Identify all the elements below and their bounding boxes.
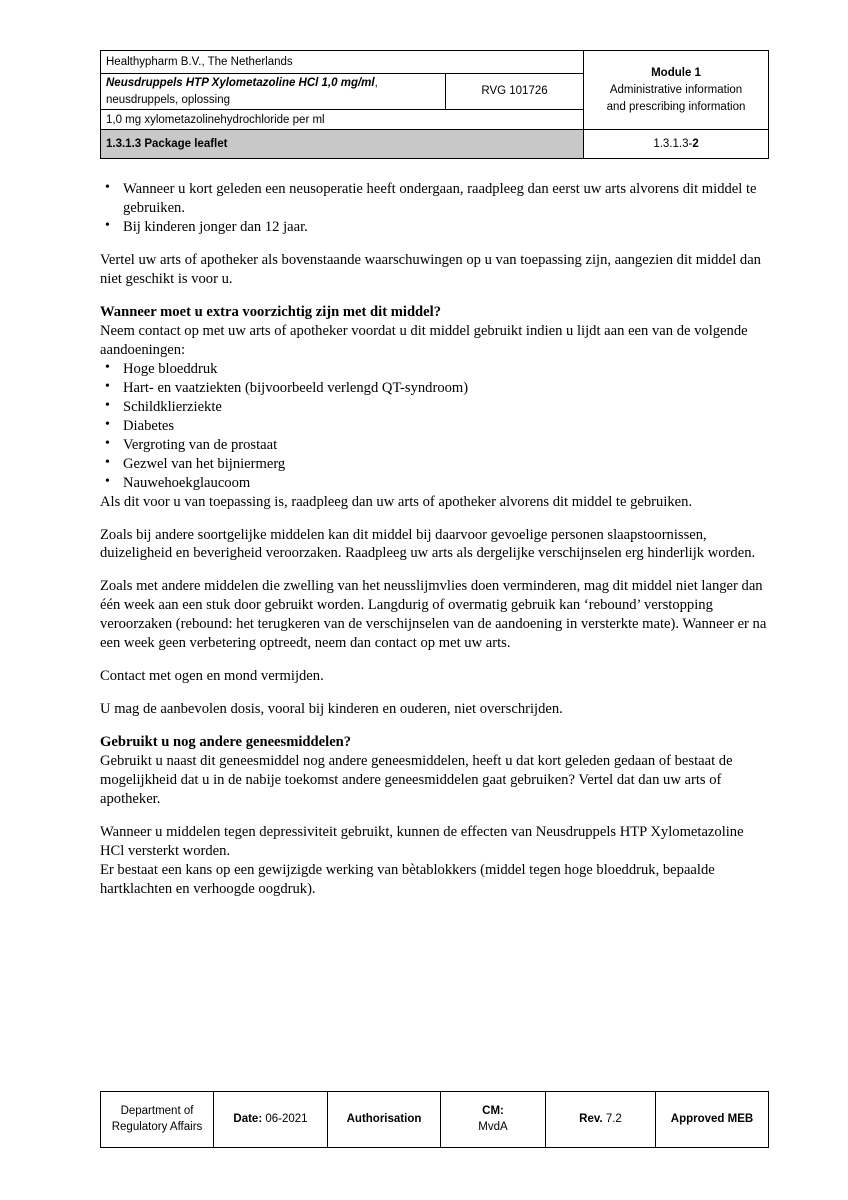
footer-authorisation: Authorisation — [328, 1092, 441, 1148]
footer-date-label: Date: — [233, 1112, 263, 1125]
header-product-bold: Neusdruppels HTP Xylometazoline HCl 1,0 mg/ml — [106, 77, 375, 89]
paragraph-als-dit: Als dit voor u van toepassing is, raadpleeg dan uw arts of apotheker alvorens dit middel te gebruiken. — [100, 493, 693, 510]
list-item: • Wanneer u kort geleden een neusoperatie heeft ondergaan, raadpleeg dan eerst uw arts alvorens dit middel te gebruiken. — [100, 180, 768, 218]
paragraph-zoals-bij: Zoals bij andere soortgelijke middelen kan dit middel bij daarvoor gevoelige personen slaapstoornissen, duizeligheid en beverigheid veroorzaken. Raadpleeg uw arts als dergelijke verschijnselen erg hinderlijk worden. — [100, 526, 756, 562]
footer-department-line1: Department of — [120, 1104, 194, 1117]
list-item: • Vergroting van de prostaat — [100, 436, 768, 455]
footer-row — [101, 1092, 769, 1148]
header-row-company — [101, 51, 769, 74]
list-item: • Bij kinderen jonger dan 12 jaar. — [100, 218, 768, 237]
page-number-prefix: 1.3.1.3- — [653, 138, 693, 150]
paragraph-zoals-met: Zoals met andere middelen die zwelling van het neusslijmvlies doen verminderen, mag dit middel niet langer dan één week aan een stuk door gebruikt worden. Langdurig of overmatig gebruik kan ‘rebound’ verstopping veroorzaken (rebound: het terugkeren van de verschijnselen van de aandoening in versterkte mate). Wanneer er na een week geen verbetering optreedt, neem dan contact op met uw arts. — [100, 578, 767, 652]
warnings-bullet-list — [100, 180, 768, 237]
footer-cm — [441, 1092, 546, 1148]
footer-revision — [546, 1092, 656, 1148]
list-item: • Gezwel van het bijniermerg — [100, 455, 768, 474]
document-footer-table — [100, 1091, 769, 1148]
list-item: • Diabetes — [100, 417, 768, 436]
footer-approved: Approved MEB — [656, 1092, 769, 1148]
paragraph-depressiviteit: Wanneer u middelen tegen depressiviteit gebruikt, kunnen de effecten van Neusdruppels HTP Xylometazoline HCl versterkt worden. — [100, 824, 744, 860]
header-section-title: 1.3.1.3 Package leaflet — [101, 130, 584, 159]
list-item: • Hoge bloeddruk — [100, 360, 768, 379]
header-strength: 1,0 mg xylometazolinehydrochloride per ml — [101, 110, 584, 130]
header-product-comma: , — [374, 77, 378, 89]
header-product-form: neusdruppels, oplossing — [106, 93, 231, 106]
header-module-line2: and prescribing information — [606, 101, 746, 113]
paragraph-betablokkers: Er bestaat een kans op een gewijzigde werking van bètablokkers (middel tegen hoge bloeddruk, bepaalde hartklachten en verhoogde oogdruk). — [100, 862, 715, 898]
footer-rev-value: 7.2 — [605, 1112, 622, 1125]
list-item: • Nauwehoekglaucoom — [100, 474, 768, 493]
footer-rev-label: Rev. — [579, 1112, 603, 1125]
paragraph-contact-ogen: Contact met ogen en mond vermijden. — [100, 668, 324, 685]
paragraph-vertel: Vertel uw arts of apotheker als bovenstaande waarschuwingen op u van toepassing zijn, aangezien dit middel dan niet geschikt is voor u. — [100, 251, 761, 287]
conditions-bullet-list — [100, 360, 768, 493]
header-module-title: Module 1 — [651, 66, 701, 79]
leaflet-body — [100, 180, 768, 899]
header-page-number — [584, 130, 769, 159]
header-row-section — [101, 130, 769, 159]
footer-date-value: 06-2021 — [265, 1112, 308, 1125]
paragraph-gebruikt: Gebruikt u naast dit geneesmiddel nog andere geneesmiddelen, heeft u dat kort geleden gedaan of bestaat de mogelijkheid dat u in de nabije toekomst andere geneesmiddelen gaat gebruiken? Vertel dat dan uw arts of apotheker. — [100, 753, 733, 808]
list-item: • Hart- en vaatziekten (bijvoorbeeld verlengd QT-syndroom) — [100, 379, 768, 398]
paragraph-u-mag: U mag de aanbevolen dosis, vooral bij kinderen en ouderen, niet overschrijden. — [100, 701, 563, 718]
header-rvg-number: RVG 101726 — [446, 74, 584, 110]
footer-date — [214, 1092, 328, 1148]
footer-department-line2: Regulatory Affairs — [111, 1120, 203, 1133]
header-product-name — [101, 74, 446, 110]
footer-cm-label: CM: — [482, 1104, 504, 1117]
list-item: • Schildklierziekte — [100, 398, 768, 417]
header-module-line1: Administrative information — [609, 84, 743, 97]
heading-andere-geneesmiddelen: Gebruikt u nog andere geneesmiddelen? — [100, 734, 352, 751]
document-header-table — [100, 50, 769, 159]
header-company-name: Healthypharm B.V., The Netherlands — [101, 51, 584, 74]
paragraph-neem-contact: Neem contact op met uw arts of apotheker voordat u dit middel gebruikt indien u lijdt aan een van de volgende aandoeningen: — [100, 322, 748, 358]
footer-department — [101, 1092, 214, 1148]
page-number-value: 2 — [692, 138, 699, 150]
header-module-cell — [584, 51, 769, 130]
heading-extra-voorzichtig: Wanneer moet u extra voorzichtig zijn met dit middel? — [100, 303, 442, 320]
footer-cm-value: MvdA — [478, 1120, 508, 1133]
